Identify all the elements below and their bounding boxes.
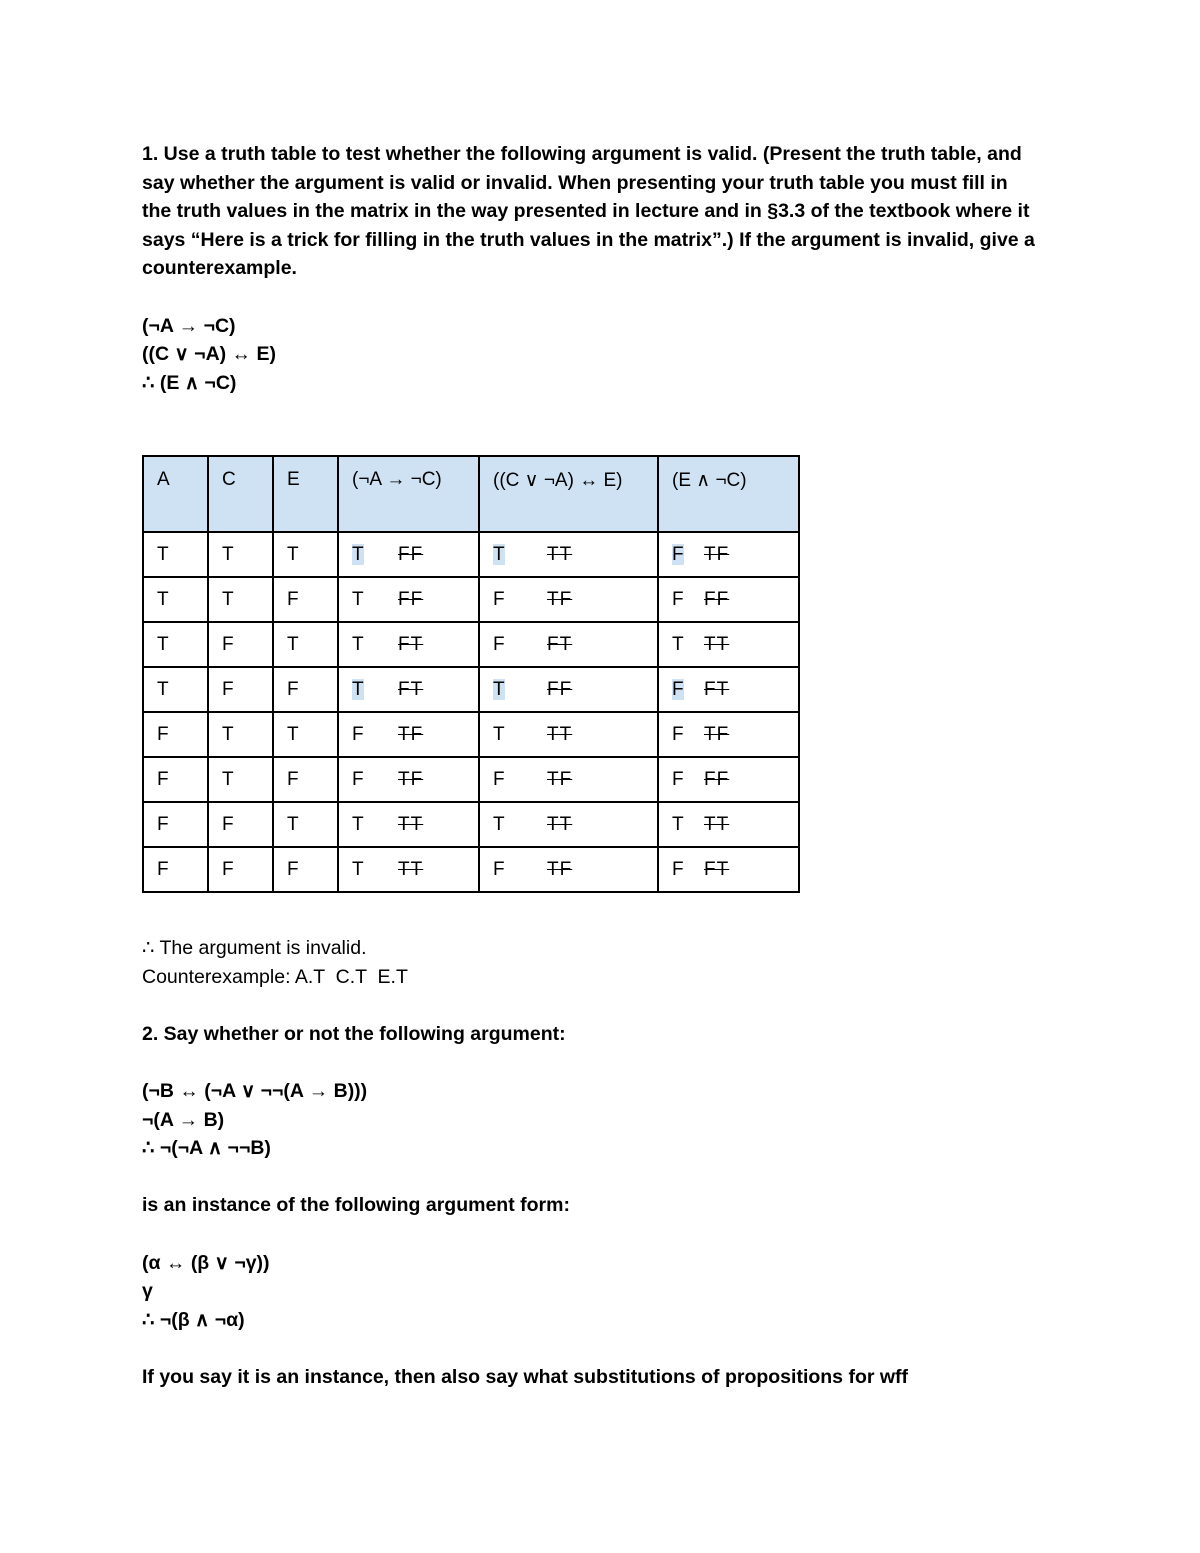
q2-form-2: γ	[142, 1280, 153, 1303]
value-text: T	[352, 858, 364, 880]
value-text: T	[352, 813, 364, 835]
cell-formula-p2	[479, 622, 658, 667]
cell-formula-p1	[338, 847, 479, 892]
value-text: F	[672, 678, 684, 700]
header-conclusion: (E ∧ ¬C)	[658, 456, 799, 532]
value-text: T	[493, 543, 505, 565]
main-connective-value	[493, 544, 547, 566]
cell-c: T	[208, 712, 273, 757]
struck-subvalues: TF	[398, 768, 424, 790]
header-premise-1: (¬A → ¬C)	[338, 456, 479, 532]
q2-form-3: ∴ ¬(β ∧ ¬α)	[142, 1308, 245, 1331]
struck-subvalues: FF	[704, 768, 730, 790]
cell-e: F	[273, 667, 338, 712]
cell-formula-p2	[479, 577, 658, 622]
cell-a: T	[143, 532, 208, 577]
main-connective-value	[352, 589, 398, 611]
premise-2: ((C ∨ ¬A) ↔ E)	[142, 343, 276, 366]
cell-formula-p1	[338, 622, 479, 667]
counterexample: Counterexample: A.T C.T E.T	[142, 965, 408, 988]
value-text: F	[352, 723, 364, 745]
cell-formula-k	[658, 532, 799, 577]
main-connective-value	[672, 679, 704, 701]
cell-a: F	[143, 757, 208, 802]
cell-c: T	[208, 577, 273, 622]
main-connective-value	[352, 724, 398, 746]
value-text: F	[672, 588, 684, 610]
main-connective-value	[672, 814, 704, 836]
struck-subvalues: TT	[398, 813, 424, 835]
main-connective-value	[493, 769, 547, 791]
header-a: A	[143, 456, 208, 532]
main-connective-value	[352, 814, 398, 836]
cell-c: T	[208, 532, 273, 577]
value-text: T	[672, 813, 684, 835]
cell-a: F	[143, 847, 208, 892]
table-row	[143, 712, 799, 757]
table-row	[143, 532, 799, 577]
cell-a: T	[143, 622, 208, 667]
cell-e: F	[273, 757, 338, 802]
struck-subvalues: TT	[704, 813, 730, 835]
main-connective-value	[352, 769, 398, 791]
value-text: T	[493, 723, 505, 745]
cell-a: T	[143, 577, 208, 622]
main-connective-value	[672, 634, 704, 656]
cell-formula-p2	[479, 712, 658, 757]
cell-formula-p1	[338, 757, 479, 802]
cell-e: T	[273, 622, 338, 667]
struck-subvalues: FT	[398, 678, 424, 700]
cell-formula-p2	[479, 532, 658, 577]
question-2-prompt: 2. Say whether or not the following argument:	[142, 1022, 566, 1045]
main-connective-value	[493, 814, 547, 836]
value-text: F	[352, 768, 364, 790]
main-connective-value	[493, 724, 547, 746]
value-text: T	[352, 543, 364, 565]
struck-subvalues: TF	[398, 723, 424, 745]
value-text: T	[493, 813, 505, 835]
cell-formula-p1	[338, 532, 479, 577]
cell-formula-p2	[479, 667, 658, 712]
q2-argument-2: ¬(A → B)	[142, 1108, 225, 1131]
q2-form-1: (α ↔ (β ∨ ¬γ))	[142, 1251, 270, 1274]
q2-final-instruction: If you say it is an instance, then also say what substitutions of propositions for wff	[142, 1365, 909, 1388]
main-connective-value	[672, 859, 704, 881]
cell-formula-k	[658, 712, 799, 757]
truth-table	[142, 455, 800, 893]
struck-subvalues: TF	[704, 543, 730, 565]
cell-e: T	[273, 532, 338, 577]
struck-subvalues: FT	[547, 633, 573, 655]
cell-c: F	[208, 622, 273, 667]
struck-subvalues: TT	[704, 633, 730, 655]
q2-form-intro: is an instance of the following argument form:	[142, 1194, 570, 1217]
cell-formula-p2	[479, 847, 658, 892]
main-connective-value	[352, 679, 398, 701]
struck-subvalues: TT	[547, 723, 573, 745]
premise-1: (¬A → ¬C)	[142, 314, 236, 337]
cell-formula-p1	[338, 712, 479, 757]
struck-subvalues: TT	[398, 858, 424, 880]
struck-subvalues: TF	[547, 768, 573, 790]
cell-formula-k	[658, 667, 799, 712]
value-text: T	[352, 678, 364, 700]
struck-subvalues: TF	[704, 723, 730, 745]
header-e: E	[273, 456, 338, 532]
cell-formula-k	[658, 577, 799, 622]
struck-subvalues: FT	[398, 633, 424, 655]
struck-subvalues: FF	[398, 588, 424, 610]
main-connective-value	[493, 679, 547, 701]
struck-subvalues: TF	[547, 858, 573, 880]
value-text: F	[493, 633, 505, 655]
main-connective-value	[352, 859, 398, 881]
value-text: T	[352, 633, 364, 655]
main-connective-value	[672, 724, 704, 746]
cell-c: F	[208, 847, 273, 892]
cell-e: F	[273, 847, 338, 892]
value-text: F	[493, 768, 505, 790]
struck-subvalues: FT	[704, 678, 730, 700]
main-connective-value	[493, 634, 547, 656]
cell-formula-p1	[338, 577, 479, 622]
question-1-answer-and-question-2	[142, 934, 1042, 1392]
cell-a: T	[143, 667, 208, 712]
header-c: C	[208, 456, 273, 532]
table-row	[143, 802, 799, 847]
struck-subvalues: FF	[704, 588, 730, 610]
main-connective-value	[672, 769, 704, 791]
value-text: F	[493, 858, 505, 880]
value-text: T	[672, 633, 684, 655]
table-row	[143, 622, 799, 667]
cell-formula-p1	[338, 667, 479, 712]
cell-a: F	[143, 802, 208, 847]
cell-c: F	[208, 667, 273, 712]
main-connective-value	[493, 589, 547, 611]
main-connective-value	[672, 544, 704, 566]
q2-argument-1: (¬B ↔ (¬A ∨ ¬¬(A → B)))	[142, 1079, 368, 1102]
value-text: F	[672, 543, 684, 565]
table-row	[143, 667, 799, 712]
header-premise-2: ((C ∨ ¬A) ↔ E)	[479, 456, 658, 532]
cell-e: T	[273, 712, 338, 757]
cell-formula-p2	[479, 757, 658, 802]
cell-a: F	[143, 712, 208, 757]
cell-formula-p1	[338, 802, 479, 847]
cell-c: F	[208, 802, 273, 847]
main-connective-value	[672, 589, 704, 611]
value-text: F	[672, 723, 684, 745]
cell-formula-k	[658, 757, 799, 802]
main-connective-value	[493, 859, 547, 881]
cell-c: T	[208, 757, 273, 802]
q2-argument-3: ∴ ¬(¬A ∧ ¬¬B)	[142, 1137, 271, 1160]
struck-subvalues: FF	[547, 678, 573, 700]
value-text: F	[672, 768, 684, 790]
value-text: F	[672, 858, 684, 880]
main-connective-value	[352, 634, 398, 656]
struck-subvalues: TT	[547, 543, 573, 565]
table-row	[143, 577, 799, 622]
question-1-prompt: 1. Use a truth table to test whether the following argument is valid. (Present the truth table, and say whether the argument is valid or invalid. When presenting your truth table you must fill in the truth values in the matrix in the way presented in lecture and in §3.3 of the textbook where it says “Here is a trick for filling in the truth values in the matrix”.) If the argument is invalid, give a counterexample.	[142, 143, 1035, 280]
value-text: F	[493, 588, 505, 610]
cell-e: T	[273, 802, 338, 847]
invalid-conclusion: ∴ The argument is invalid.	[142, 937, 367, 959]
value-text: T	[352, 588, 364, 610]
table-row	[143, 757, 799, 802]
struck-subvalues: TF	[547, 588, 573, 610]
table-row	[143, 847, 799, 892]
cell-formula-p2	[479, 802, 658, 847]
truth-table-header-row	[143, 456, 799, 532]
cell-formula-k	[658, 847, 799, 892]
struck-subvalues: FT	[704, 858, 730, 880]
conclusion-formula: ∴ (E ∧ ¬C)	[142, 371, 237, 394]
cell-formula-k	[658, 802, 799, 847]
question-1-block	[142, 140, 1042, 397]
main-connective-value	[352, 544, 398, 566]
cell-formula-k	[658, 622, 799, 667]
cell-e: F	[273, 577, 338, 622]
struck-subvalues: FF	[398, 543, 424, 565]
struck-subvalues: TT	[547, 813, 573, 835]
value-text: T	[493, 678, 505, 700]
